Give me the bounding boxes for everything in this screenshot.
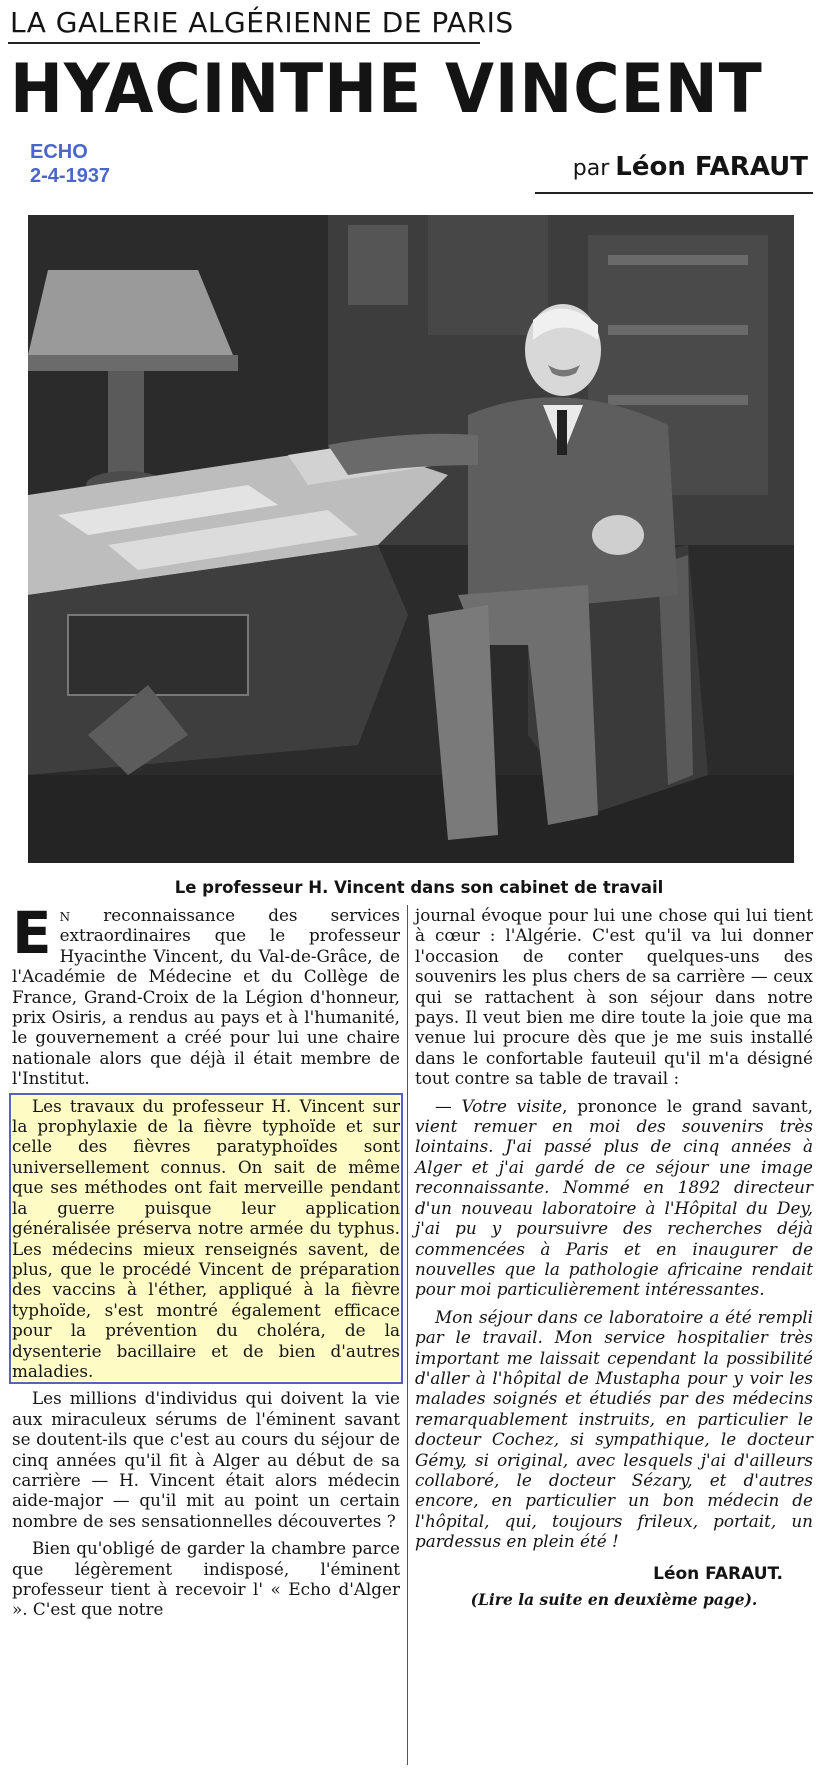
paragraph-journal: journal évoque pour lui une chose qui lui tient à cœur : l'Algérie. C'est qu'il va lui donner l'occasion de conter quelques-uns des souvenirs les plus chers de sa carrière — ceux qui se rattachent à son séjour dans notre pays. Il veut bien me dire toute la joie que ma venue lui procure dès que je me suis installé dans le confortable fauteuil qu'il m'a désigné tout contre sa table de travail : bbox=[415, 905, 813, 1089]
article-title: HYACINTHE VINCENT bbox=[10, 50, 763, 129]
paragraph-quote bbox=[415, 1096, 813, 1300]
byline bbox=[573, 152, 808, 182]
section-kicker: LA GALERIE ALGÉRIENNE DE PARIS bbox=[10, 6, 514, 39]
paragraph-millions: Les millions d'individus qui doivent la vie aux miraculeux sérums de l'éminent savant se doutent-ils que c'est au cours du séjour de cinq années qu'il fit à Alger au début de sa carrière — H. Vincent était alors médecin aide-major — qu'il mit au point un certain nombre de ses sensationnelles découvertes ? bbox=[12, 1388, 400, 1531]
paragraph-chambre: Bien qu'obligé de garder la chambre parce que légèrement indisposé, l'éminent professeur tient à recevoir l' « Echo d'Alger ». C'est que notre bbox=[12, 1538, 400, 1620]
photo-illustration bbox=[28, 215, 794, 863]
byline-author: Léon FARAUT bbox=[615, 152, 808, 182]
quote-attribution: , prononce le grand savant, bbox=[562, 1095, 813, 1116]
quote-part-1: Votre visite bbox=[461, 1095, 563, 1116]
column-divider bbox=[407, 905, 408, 1765]
author-signature: Léon FARAUT. bbox=[653, 1563, 783, 1584]
photo-caption: Le professeur H. Vincent dans son cabinet de travail bbox=[174, 878, 664, 897]
drop-cap: E bbox=[12, 899, 52, 967]
stamp-date: 2-4-1937 bbox=[30, 165, 111, 187]
article-column-left bbox=[12, 899, 400, 1627]
byline-underline bbox=[535, 192, 813, 194]
paragraph-laboratoire: Mon séjour dans ce laboratoire a été rempli par le travail. Mon service hospitalier très important me laissait cependant la possibilité d'aller à l'hôpital de Mustapha pour y voir les malades soignés et étudiés par des médecins remarquablement instruits, en particulier le docteur Cochez, si sympathique, le docteur Gémy, si original, avec lesquels j'ai d'ailleurs collaboré, le docteur Sézary, et d'autres encore, en particulier un bon médecin de l'hôpital, qui, toujours frileux, portait, un pardessus en plein été ! bbox=[415, 1306, 813, 1552]
archive-stamp bbox=[30, 140, 110, 188]
article-photo bbox=[28, 215, 794, 863]
drop-cap-rest: n bbox=[59, 905, 71, 925]
continuation-note: (Lire la suite en deuxième page). bbox=[470, 1590, 758, 1609]
kicker-underline bbox=[8, 42, 480, 44]
paragraph-intro bbox=[12, 899, 400, 1089]
article-column-right bbox=[415, 905, 813, 1610]
quote-dash: — bbox=[435, 1095, 462, 1116]
stamp-source: ECHO bbox=[30, 141, 88, 163]
paragraph-intro-text: reconnaissance des services extraordinaires que le professeur Hyacinthe Vincent, du Val-de-Grâce, de l'Académie de Médecine et du Collège de France, Grand-Croix de la Légion d'honneur, prix Osiris, a rendus au pays et à l'humanité, le gouvernement a créé pour lui une chaire nationale alors que déjà il était membre de l'Institut. bbox=[12, 905, 400, 1089]
highlighted-paragraph: Les travaux du professeur H. Vincent sur la prophylaxie de la fièvre typhoïde et sur celle des fièvres paratyphoïdes sont universellement connus. On sait de même que ses méthodes ont fait merveille pendant la guerre puisque leur application généralisée préserva notre armée du typhus. Les médecins mieux renseignés savent, de plus, que le procédé Vincent de préparation des vaccins à l'éther, appliqué à la fièvre typhoïde, s'est montré également efficace pour la prévention du choléra, de la dysenterie bacillaire et de bien d'autres maladies. bbox=[12, 1095, 400, 1381]
quote-part-2: vient remuer en moi des souvenirs très lointains. J'ai passé plus de cinq années à Alger et j'ai gardé de ce séjour une image reconnaissante. Nommé en 1892 directeur d'un nouveau laboratoire à l'Hôpital du Dey, j'ai pu y poursuivre des recherches déjà commencées à Paris et en inaugurer de nouvelles que la pathologie africaine rendait pour moi particulièrement intéressantes. bbox=[415, 1116, 813, 1300]
byline-prefix: par bbox=[572, 156, 610, 181]
